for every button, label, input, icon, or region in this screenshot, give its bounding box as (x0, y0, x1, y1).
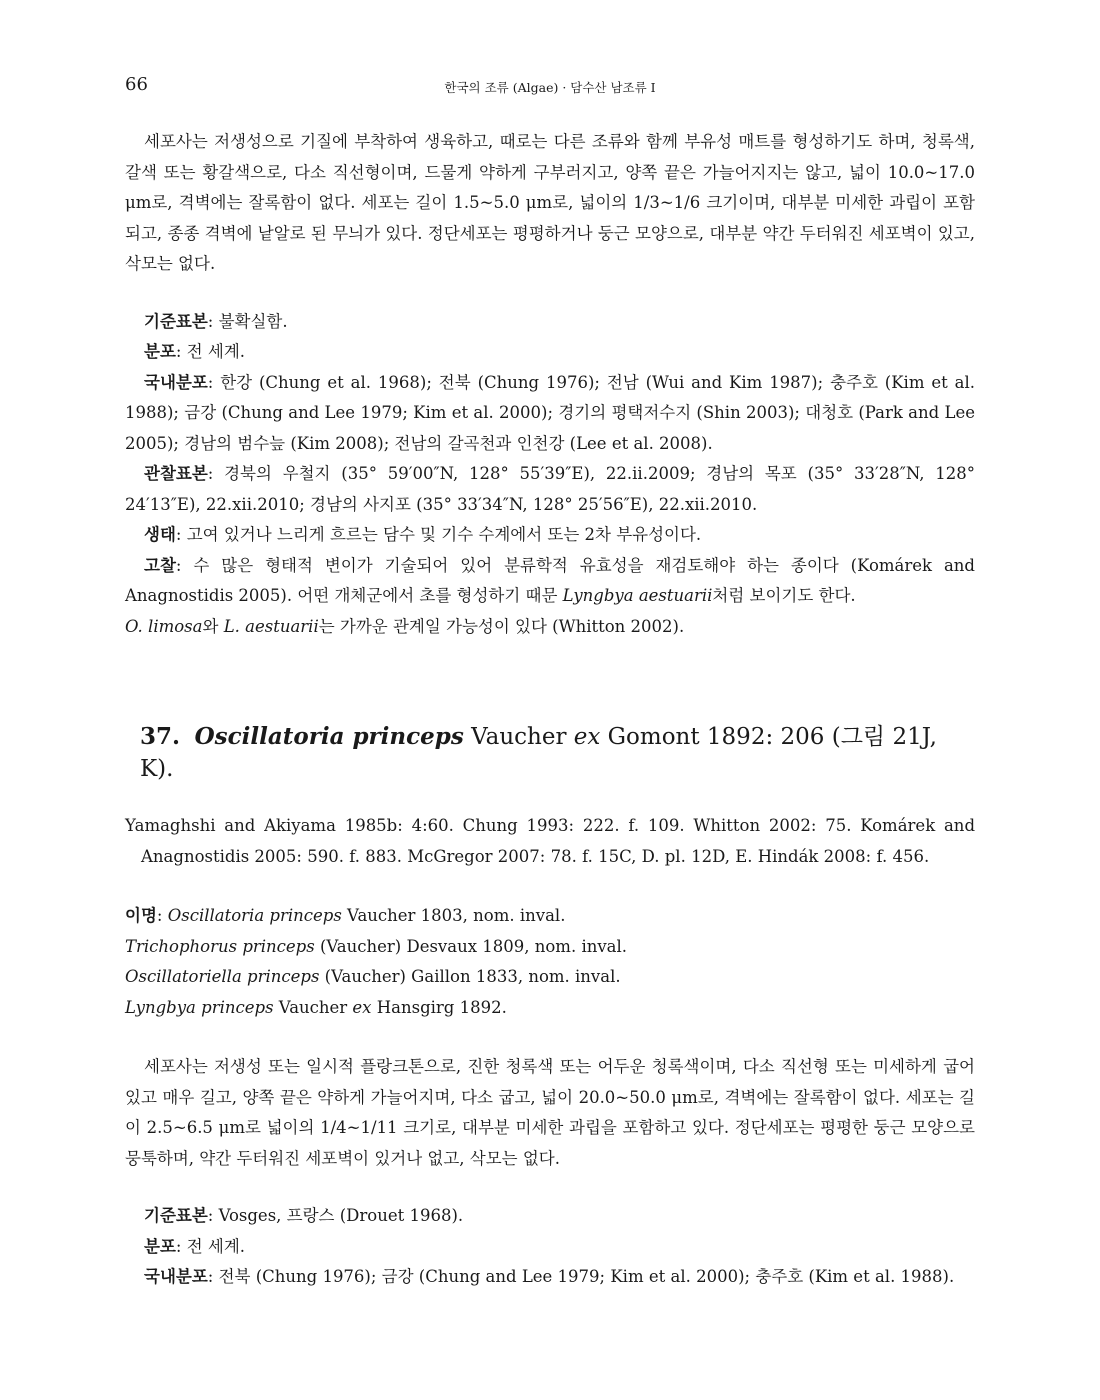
korean-distribution-label: 국내분포 (144, 372, 208, 392)
page-number: 66 (125, 74, 148, 95)
distribution-line: 분포: 전 세계. (144, 342, 246, 361)
specimens-label: 관찰표본 (144, 464, 208, 483)
species-number: 37. (140, 723, 181, 750)
synonym-line: Trichophorus princeps (Vaucher) Desvaux 1809, nom. inval. (125, 936, 628, 956)
korean-distribution-paragraph: 국내분포: 한강 (Chung et al. 1968); 전북 (Chung 1976); 전남 (Wui and Kim 1987); 충주호 (Kim et al. 1988); 금강 (Chung and Lee 1979; Kim et al. 2000); 경기의 평택저수지 (Shin 2003); 대청호 (Park and Lee 2005); 경남의 범수늪 (Kim 2008); 전남의 갈곡천과 인천강 (Lee et al. 2008). (125, 372, 975, 453)
type-specimen-line: 기준표본: Vosges, 프랑스 (Drouet 1968). (144, 1206, 464, 1225)
ecology-label: 생태 (144, 525, 176, 544)
description-paragraph: 세포사는 저생성 또는 일시적 플랑크톤으로, 진한 청록색 또는 어두운 청록색이며, 다소 직선형 또는 미세하게 굽어 있고 매우 길고, 양쪽 끝은 약하게 가늘어지며, 다소 굽고, 넓이 20.0~50.0 μm로, 격벽에는 잘록함이 없다. 세포는 길이 2.5~6.5 μm로 넓이의 1/4~1/11 크기로, 대부분 미세한 과립을 포함하고 있다. 정단세포는 평평한 둥근 모양으로 뭉툭하며, 약간 두터워진 세포벽이 있거나 없고, 삭모는 없다. (125, 1057, 975, 1168)
synonym-line: Lyngbya princeps Vaucher ex Hansgirg 1892. (125, 997, 507, 1017)
description-paragraph: 세포사는 저생성으로 기질에 부착하여 생육하고, 때로는 다른 조류와 함께 부유성 매트를 형성하기도 하며, 청록색, 갈색 또는 황갈색으로, 다소 직선형이며, 드물게 약하게 구부러지고, 양쪽 끝은 가늘어지지는 않고, 넓이 10.0~17.0 μm로, 격벽에는 잘록함이 없다. 세포는 길이 1.5~5.0 μm로, 넓이의 1/3~1/6 크기이며, 대부분 미세한 과립이 포함되고, 종종 격벽에 낱알로 된 무늬가 있다. 정단세포는 평평하거나 둥근 모양으로, 대부분 약간 두터워진 세포벽이 있고, 삭모는 없다. (125, 132, 975, 273)
synonym-label: 이명 (125, 906, 157, 925)
distribution-label: 분포 (144, 1236, 176, 1256)
ecology-line: 생태: 고여 있거나 느리게 흐르는 담수 및 기수 수계에서 또는 2차 부유성이다. (144, 525, 702, 544)
synonym-line: 이명: Oscillatoria princeps Vaucher 1803, nom. inval. (125, 906, 566, 925)
species-name: Oscillatoria princeps (194, 723, 464, 750)
korean-distribution-line: 국내분포: 전북 (Chung 1976); 금강 (Chung and Lee 1979; Kim et al. 2000); 충주호 (Kim et al. 1988). (144, 1267, 955, 1286)
references-paragraph: Yamaghshi and Akiyama 1985b: 4:60. Chung 1993: 222. f. 109. Whitton 2002: 75. Komárek and Anagnostidis 2005: 590. f. 883. McGregor 2007: 78. f. 15C, D. pl. 12D, E. Hindák 2008: f. 456. (125, 816, 975, 866)
type-specimen-label: 기준표본 (144, 1206, 208, 1225)
synonym-line: Oscillatoriella princeps (Vaucher) Gaillon 1833, nom. inval. (125, 967, 621, 986)
page-body (125, 127, 975, 1293)
specimens-paragraph: 관찰표본: 경북의 우철지 (35° 59′00″N, 128° 55′39″E), 22.ii.2009; 경남의 목포 (35° 33′28″N, 128° 24′13″E), 22.xii.2010; 경남의 사지포 (35° 33′34″N, 128° 25′56″E), 22.xii.2010. (125, 464, 975, 514)
distribution-label: 분포 (144, 342, 176, 361)
korean-distribution-label: 국내분포 (144, 1267, 208, 1286)
type-specimen-label: 기준표본 (144, 311, 208, 331)
remarks-paragraph: 고찰: 수 많은 형태적 변이가 기술되어 있어 분류학적 유효성을 재검토해야 하는 종이다 (Komárek and Anagnostidis 2005). 어떤 개체군에서 초를 형성하기 때문 Lyngbya aestuarii처럼 보이기도 한다. O. limosa와 L. aestuarii는 가까운 관계일 가능성이 있다 (Whitton 2002). (125, 555, 975, 636)
remarks-label: 고찰 (144, 555, 176, 575)
species-heading: 37. Oscillatoria princeps Vaucher ex Gomont 1892: 206 (그림 21J, K). (140, 723, 937, 782)
running-header: 한국의 조류 (Algae) · 담수산 남조류 I (444, 80, 656, 95)
type-specimen-line: 기준표본: 불확실함. (144, 311, 288, 331)
distribution-line: 분포: 전 세계. (144, 1236, 246, 1256)
